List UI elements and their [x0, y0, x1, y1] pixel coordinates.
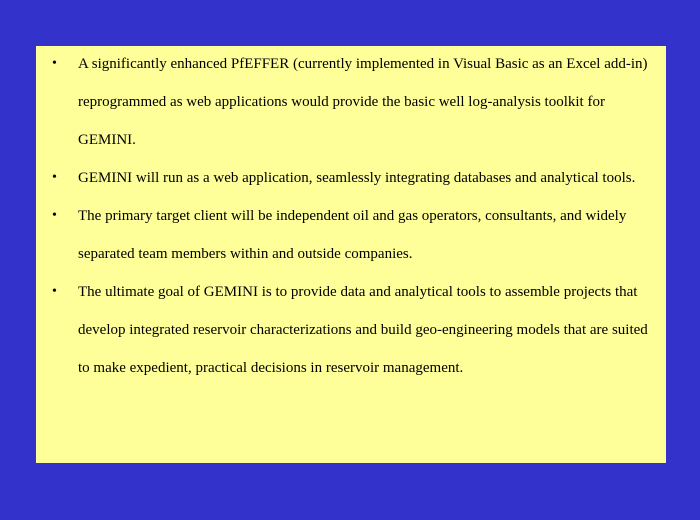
bullet-text: The ultimate goal of GEMINI is to provide data and analytical tools to assemble projects that develop integrated reservoir characterizations and build geo-engineering models that are suited to make expedient, practical decisions in reservoir management. [78, 284, 648, 376]
bullet-dot-icon: • [52, 170, 57, 185]
bullet-item [36, 159, 666, 197]
bullet-text: A significantly enhanced PfEFFER (currently implemented in Visual Basic as an Excel add-in) reprogrammed as web applications would provide the basic well log-analysis toolkit for GEMINI. [78, 56, 648, 148]
bullet-item [36, 45, 666, 159]
bullet-dot-icon: • [52, 56, 57, 71]
bullet-dot-icon: • [52, 208, 57, 223]
bullet-text: The primary target client will be independent oil and gas operators, consultants, and widely separated team members within and outside companies. [78, 208, 627, 262]
content-panel [36, 46, 666, 463]
bullet-item [36, 273, 666, 387]
bullet-text: GEMINI will run as a web application, seamlessly integrating databases and analytical tools. [78, 170, 636, 186]
bullet-dot-icon: • [52, 284, 57, 299]
bullet-list [36, 45, 666, 387]
bullet-item [36, 197, 666, 273]
